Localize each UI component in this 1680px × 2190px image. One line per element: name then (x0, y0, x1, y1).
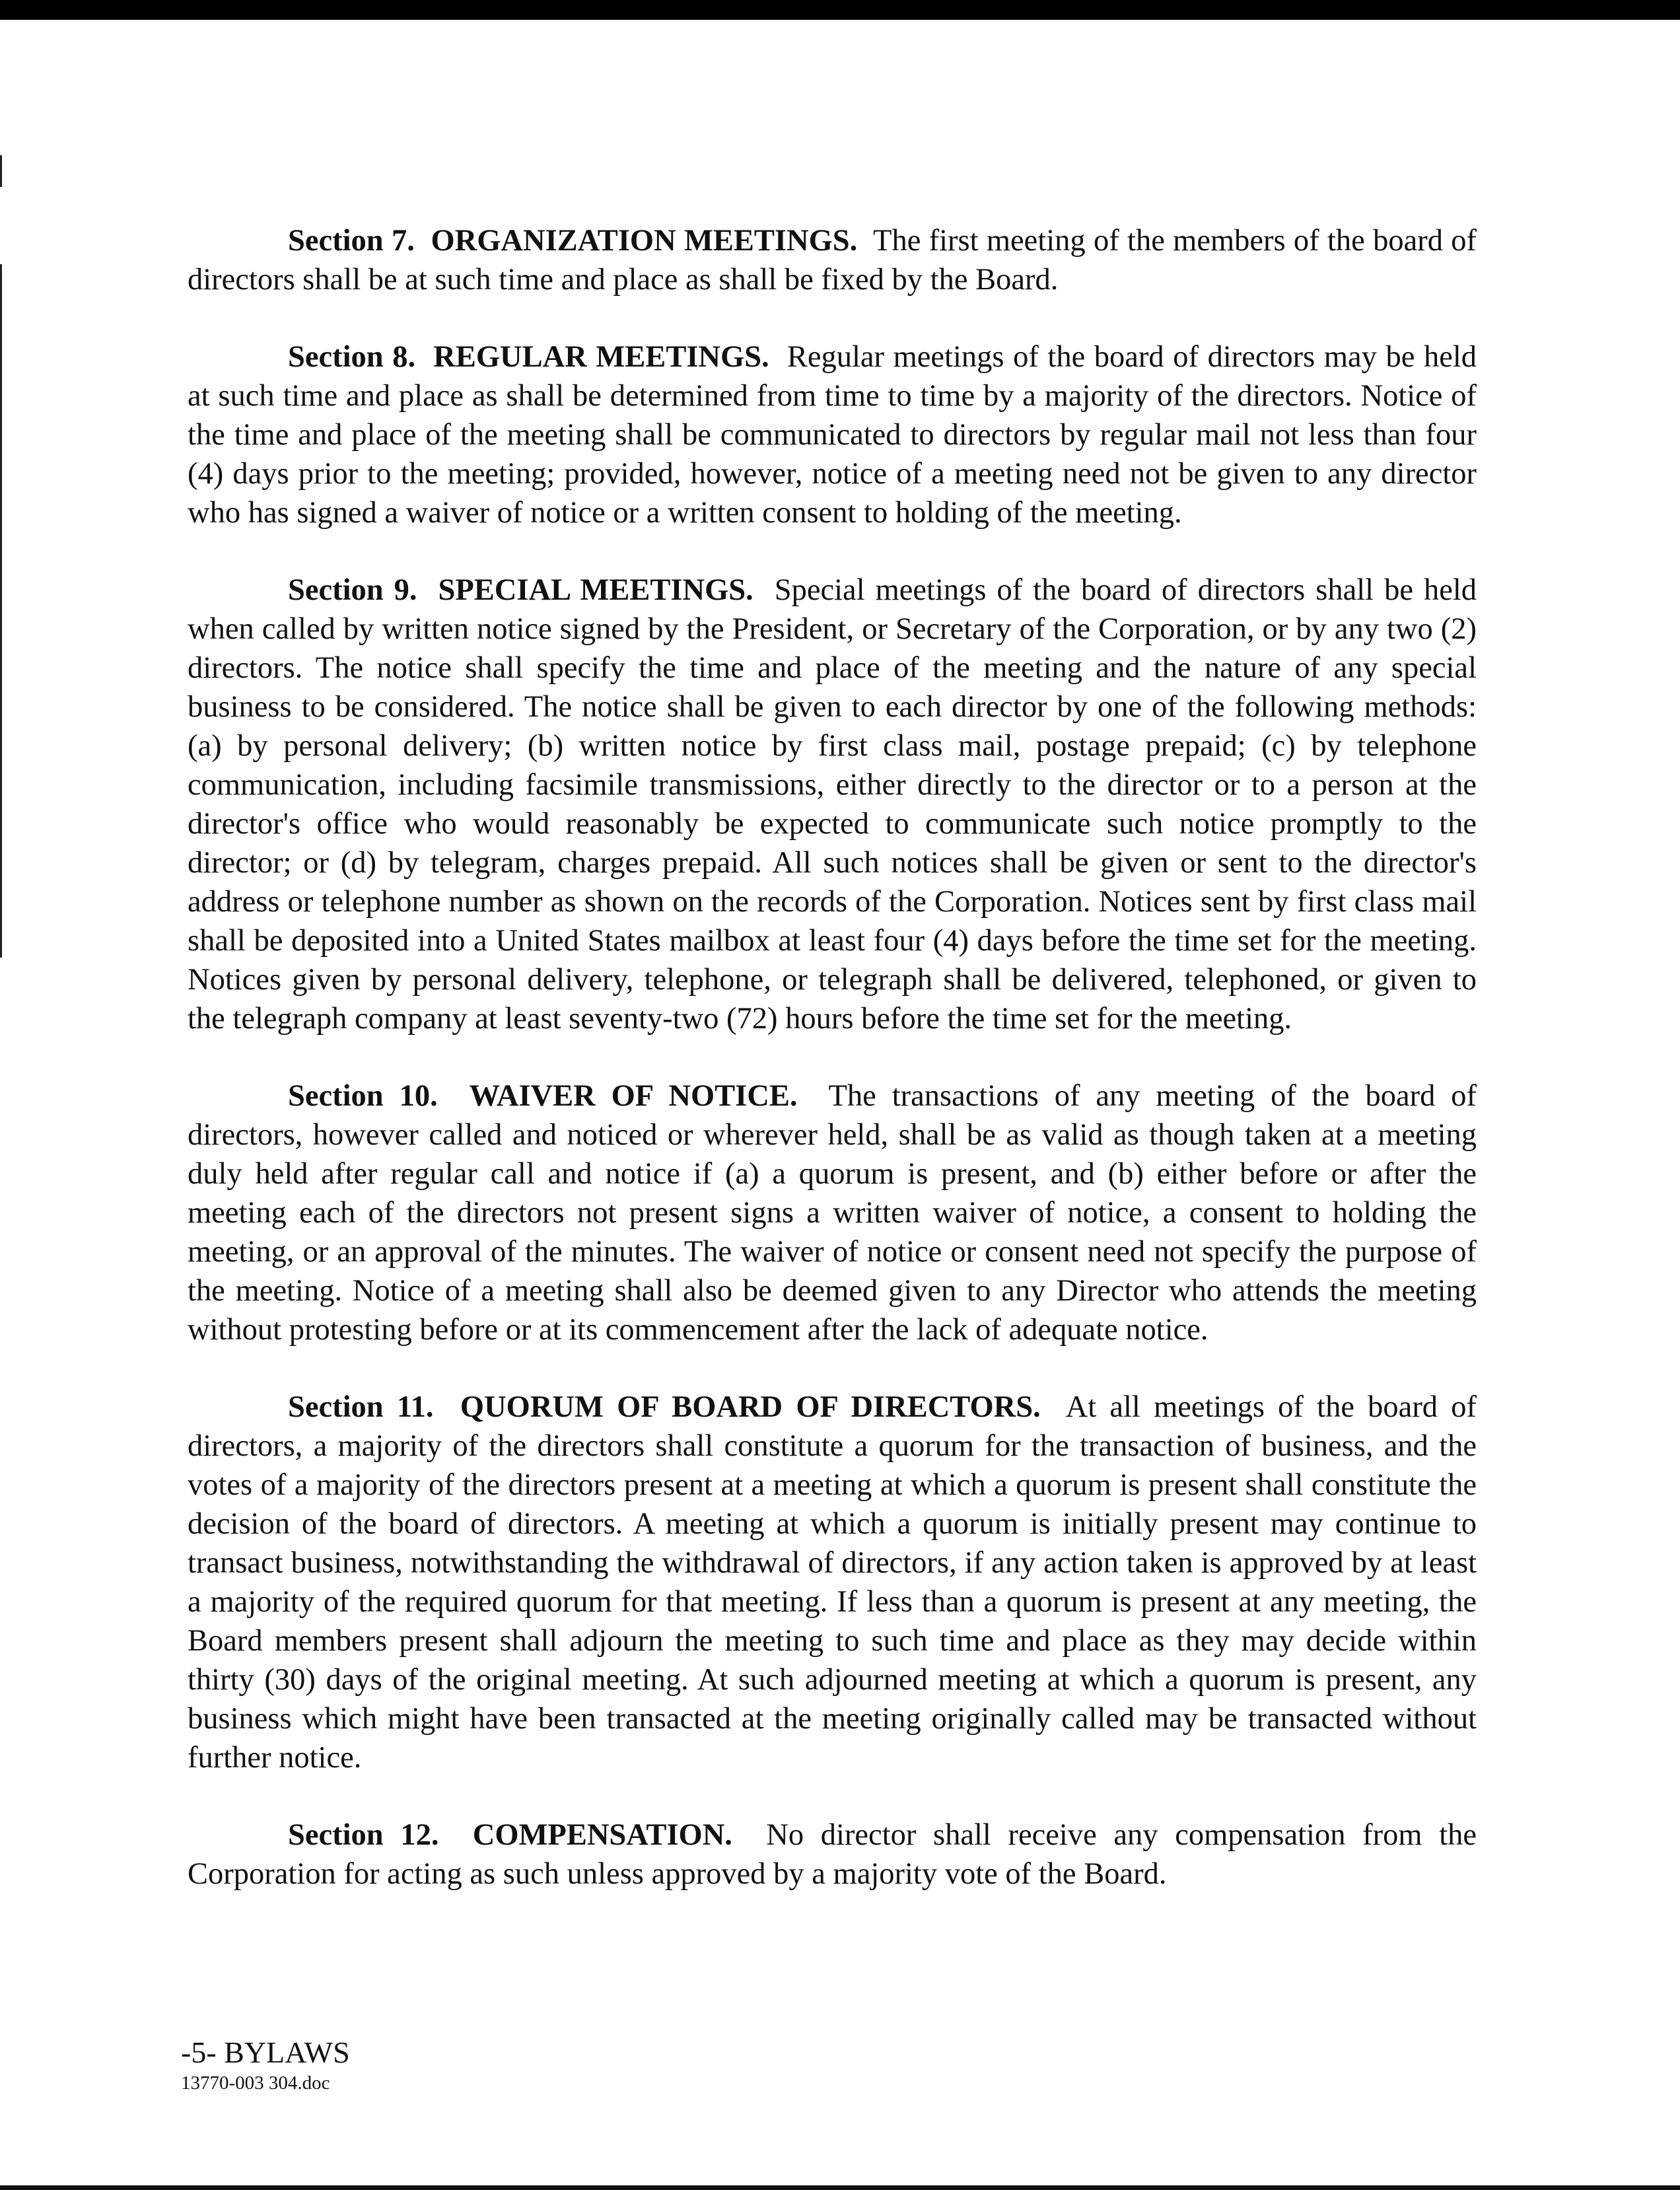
section-title: ORGANIZATION MEETINGS. (431, 224, 858, 258)
scan-edge-mark (0, 155, 2, 187)
section-7 (188, 221, 1477, 299)
scan-edge-mark (0, 264, 2, 958)
section-number: Section 9. (288, 573, 417, 607)
section-number: Section 8. (288, 340, 416, 374)
section-text: No director shall receive any compensation from the Corporation for acting as such unless approved by a majority vote of the Board. (188, 1818, 1477, 1891)
section-title: COMPENSATION. (472, 1818, 732, 1852)
section-8 (188, 337, 1477, 532)
section-title: REGULAR MEETINGS. (433, 340, 769, 374)
section-text: The transactions of any meeting of the board of directors, however called and noticed or wherever held, shall be as valid as though taken at a meeting duly held after regular call and notice if (a) a quorum is present, and (b) either before or after the meeting each of the directors not present signs a written waiver of notice, a consent to holding the meeting, or an approval of the minutes. The waiver of notice or consent need not specify the purpose of the meeting. Notice of a meeting shall also be deemed given to any Director who attends the meeting without protesting before or at its commencement after the lack of adequate notice. (188, 1079, 1477, 1347)
page-footer (181, 2034, 350, 2095)
section-12 (188, 1816, 1477, 1893)
scan-bottom-border (0, 2185, 1680, 2190)
scan-top-border (0, 0, 1680, 20)
section-text: Regular meetings of the board of directors may be held at such time and place as shall be determined from time to time by a majority of the directors. Notice of the time and place of the meeting shall be communicated to directors by regular mail not less than four (4) days prior to the meeting; provided, however, notice of a meeting need not be given to any director who has signed a waiver of notice or a written consent to holding of the meeting. (188, 340, 1477, 530)
section-number: Section 12. (288, 1818, 439, 1852)
page-number-label: -5- BYLAWS (181, 2035, 350, 2069)
section-title: SPECIAL MEETINGS. (438, 573, 753, 607)
section-text: The first meeting of the members of the board of directors shall be at such time and place as shall be fixed by the Board. (188, 224, 1477, 297)
section-10 (188, 1077, 1477, 1349)
section-title: QUORUM OF BOARD OF DIRECTORS. (460, 1390, 1041, 1424)
section-text: Special meetings of the board of directors shall be held when called by written notice signed by the President, or Secretary of the Corporation, or by any two (2) directors. The notice shall specify the time and place of the meeting and the nature of any special business to be considered. The notice shall be given to each director by one of the following methods: (a) by personal delivery; (b) written notice by first class mail, postage prepaid; (c) by telephone communication, including facsimile transmissions, either directly to the director or to a person at the director's office who would reasonably be expected to communicate such notice promptly to the director; or (d) by telegram, charges prepaid. All such notices shall be given or sent to the director's address or telephone number as shown on the records of the Corporation. Notices sent by first class mail shall be deposited into a United States mailbox at least four (4) days before the time set for the meeting. Notices given by personal delivery, telephone, or telegraph shall be delivered, telephoned, or given to the telegraph company at least seventy-two (72) hours before the time set for the meeting. (188, 573, 1477, 1036)
section-number: Section 11. (288, 1390, 434, 1424)
section-number: Section 10. (288, 1079, 438, 1113)
section-title: WAIVER OF NOTICE. (469, 1079, 798, 1113)
document-body (188, 221, 1477, 1932)
section-9 (188, 571, 1477, 1038)
document-reference: 13770-003 304.doc (181, 2072, 330, 2094)
section-11 (188, 1388, 1477, 1777)
section-text: At all meetings of the board of directors, a majority of the directors shall constitute a quorum for the transaction of business, and the votes of a majority of the directors present at a meeting at which a quorum is present shall constitute the decision of the board of directors. A meeting at which a quorum is initially present may continue to transact business, notwithstanding the withdrawal of directors, if any action taken is approved by at least a majority of the required quorum for that meeting. If less than a quorum is present at any meeting, the Board members present shall adjourn the meeting to such time and place as they may decide within thirty (30) days of the original meeting. At such adjourned meeting at which a quorum is present, any business which might have been transacted at the meeting originally called may be transacted without further notice. (188, 1390, 1477, 1775)
section-number: Section 7. (288, 224, 415, 258)
